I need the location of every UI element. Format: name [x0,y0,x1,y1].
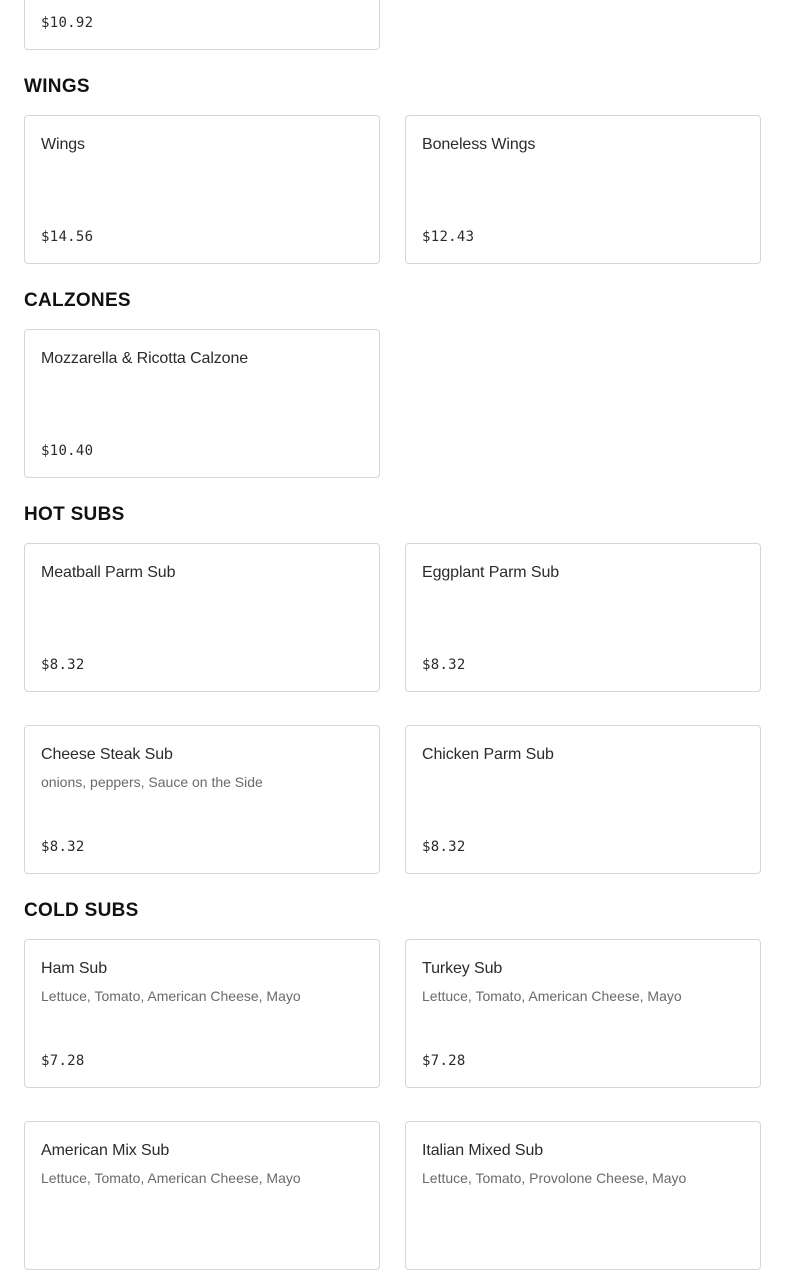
section-title-cold-subs: COLD SUBS [24,900,139,921]
item-description: Lettuce, Tomato, American Cheese, Mayo [422,988,682,1004]
menu-item-card[interactable] [405,725,761,874]
section-title-wings: WINGS [24,76,90,97]
menu-item-card[interactable] [24,725,380,874]
menu-item-card[interactable] [405,1121,761,1270]
item-price: $7.28 [422,1053,466,1069]
menu-item-card[interactable] [405,115,761,264]
item-description: Lettuce, Tomato, American Cheese, Mayo [41,988,301,1004]
item-price: $8.32 [41,657,85,673]
item-name: Turkey Sub [422,960,503,977]
section-title-calzones: CALZONES [24,290,131,311]
menu-item-card[interactable] [24,939,380,1088]
item-description: onions, peppers, Sauce on the Side [41,774,263,790]
item-name: Meatball Parm Sub [41,564,176,581]
menu-item-card[interactable] [24,1121,380,1270]
item-name: Italian Mixed Sub [422,1142,544,1159]
item-price: $8.32 [422,657,466,673]
item-name: Eggplant Parm Sub [422,564,560,581]
item-name: Mozzarella & Ricotta Calzone [41,350,249,367]
item-description: Lettuce, Tomato, Provolone Cheese, Mayo [422,1170,687,1186]
item-price: $10.92 [41,15,94,31]
item-price: $14.56 [41,229,94,245]
menu-item-card[interactable] [24,115,380,264]
item-name: American Mix Sub [41,1142,170,1159]
menu-item-card[interactable] [24,0,380,50]
menu-item-card[interactable] [405,939,761,1088]
section-title-hot-subs: HOT SUBS [24,504,125,525]
item-price: $7.28 [41,1053,85,1069]
item-description: Lettuce, Tomato, American Cheese, Mayo [41,1170,301,1186]
item-price: $8.32 [41,839,85,855]
item-price: $8.32 [422,839,466,855]
item-name: Boneless Wings [422,136,536,153]
item-name: Chicken Parm Sub [422,746,554,763]
menu-item-card[interactable] [405,543,761,692]
menu-item-card[interactable] [24,543,380,692]
item-name: Ham Sub [41,960,107,977]
item-price: $10.40 [41,443,94,459]
menu-item-card[interactable] [24,329,380,478]
item-name: Cheese Steak Sub [41,746,173,763]
item-name: Wings [41,136,85,153]
item-price: $12.43 [422,229,475,245]
